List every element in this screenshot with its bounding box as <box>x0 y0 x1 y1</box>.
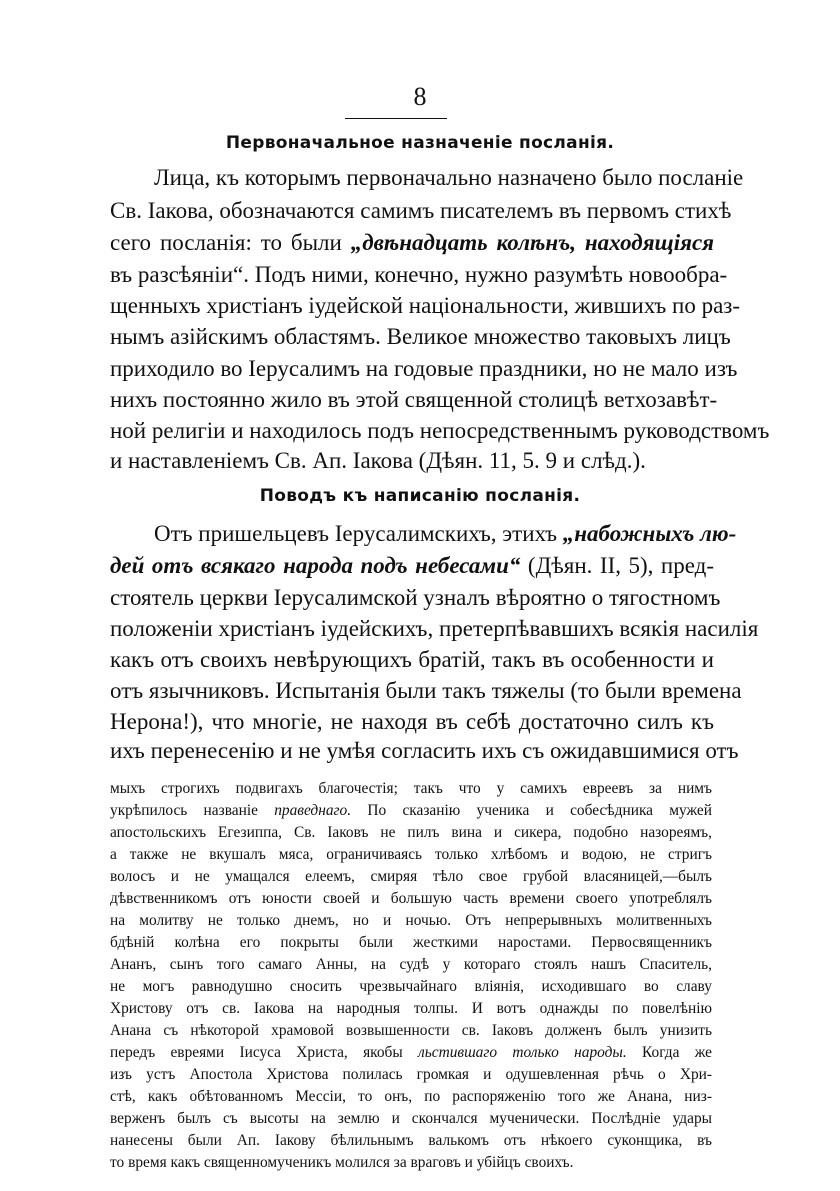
section-heading-occasion: Поводъ къ написанію посланія. <box>259 486 581 506</box>
body-line <box>110 551 714 581</box>
body-line: щенныхъ христіанъ іудейской національности, жившихъ по раз- <box>110 293 741 318</box>
italic-quote: дей отъ всякаго народа подъ небесами“ <box>110 553 521 578</box>
body-line: отъ язычниковъ. Испытанія были такъ тяжелы (то были времена <box>110 678 742 703</box>
footnote-line: нанесены были Ап. Іакову бѣлильнымъ валькомъ отъ нѣкоего суконщика, въ <box>110 1132 712 1149</box>
footnote-line: верженъ былъ съ высоты на землю и скончался мученически. Послѣдніе удары <box>110 1110 712 1127</box>
body-line: положеніи христіанъ іудейскихъ, претерпѣвавшихъ всякія насилія <box>110 616 759 641</box>
italic-quote: „двѣнадцать колѣнъ, находящіяся <box>350 230 714 255</box>
body-text: сего посланія: то были <box>110 230 342 255</box>
footnote-line <box>110 1042 712 1064</box>
footnote-line: Анана съ нѣкоторой храмовой возвышенности св. Іаковъ долженъ былъ унизить <box>110 1022 712 1039</box>
footnote-line: то время какъ священномученикъ молился за враговъ и убійцъ своихъ. <box>110 1154 574 1171</box>
body-line: ихъ перенесенію и не умѣя согласить ихъ съ ожидавшимися отъ <box>110 738 739 763</box>
footnote-italic: льстившаго только народы. <box>418 1044 627 1061</box>
footnote-italic: праведнаго. <box>274 802 352 819</box>
body-line: Нерона!), что многіе, не находя въ себѣ достаточно силъ къ <box>110 709 714 734</box>
body-line: Св. Іакова, обозначаются самимъ писателемъ въ первомъ стихѣ <box>110 198 732 223</box>
footnote-text: По сказанію ученика и собесѣдника мужей <box>367 802 712 819</box>
footnote-line: не могъ равнодушно сносить чрезвычайнаго вліянія, исходившаго во славу <box>110 978 712 995</box>
footnote-text: передъ евреями Іисуса Христа, якобы <box>110 1044 403 1061</box>
body-line: нымъ азійскимъ областямъ. Великое множество таковыхъ лицъ <box>110 324 731 349</box>
footnote-text: укрѣпилось названіе <box>110 802 258 819</box>
body-line: Лица, къ которымъ первоначально назначено было посланіе <box>154 165 744 190</box>
footnote-line: дѣвственникомъ отъ юности своей и большую часть времени своего употреблялъ <box>110 890 712 907</box>
body-line <box>154 519 737 549</box>
footnote-line: изъ устъ Апостола Христова полилась громкая и одушевленная рѣчь о Хри- <box>110 1066 712 1083</box>
footnote-line: апостольскихъ Егезиппа, Св. Іаковъ не пилъ вина и сикера, подобно назореямъ, <box>110 824 712 841</box>
footnote-line: Ананъ, сынъ того самаго Анны, на судѣ у котораго стоялъ нашъ Спаситель, <box>110 956 712 973</box>
body-line: приходило во Іерусалимъ на годовые праздники, но не мало изъ <box>110 356 738 381</box>
body-text: (Дѣян. II, 5), пред- <box>527 553 714 578</box>
section-heading-purpose: Первоначальное назначеніе посланія. <box>225 133 615 153</box>
body-line: какъ отъ своихъ невѣрующихъ братій, такъ въ особенности и <box>110 647 714 672</box>
body-line: ной религіи и находилось подъ непосредственнымъ руководствомъ <box>110 418 770 443</box>
body-line: въ разсѣяніи“. Подъ ними, конечно, нужно разумѣть новообра- <box>110 262 728 287</box>
body-line <box>110 228 714 258</box>
page-number: 8 <box>413 82 427 111</box>
header-rule <box>345 118 447 119</box>
body-line: стоятель церкви Іерусалимской узналъ вѣроятно о тягостномъ <box>110 585 721 610</box>
footnote-line: мыхъ строгихъ подвигахъ благочестія; такъ что у самихъ евреевъ за нимъ <box>110 780 712 797</box>
body-text: Отъ пришельцевъ Іерусалимскихъ, этихъ <box>154 521 558 546</box>
footnote-line: стѣ, какъ обѣтованномъ Мессіи, то онъ, по распоряженію того же Анана, низ- <box>110 1088 712 1105</box>
body-line: нихъ постоянно жило въ этой священной столицѣ ветхозавѣт- <box>110 387 718 412</box>
footnote-line: бдѣній колѣна его покрыты были жесткими наростами. Первосвященникъ <box>110 934 712 951</box>
footnote-line <box>110 800 712 822</box>
footnote-line: на молитву не только днемъ, но и ночью. Отъ непрерывныхъ молитвенныхъ <box>110 912 712 929</box>
footnote-line: а также не вкушалъ мяса, ограничиваясь только хлѣбомъ и водою, не стригъ <box>110 846 712 863</box>
footnote-line: Христову отъ св. Іакова на народныя толпы. И вотъ однажды по повелѣнію <box>110 1000 712 1017</box>
italic-quote: „набожныхъ лю- <box>562 521 737 546</box>
footnote-text: Когда же <box>642 1044 712 1061</box>
body-line: и наставленіемъ Св. Ап. Іакова (Дѣян. 11, 5. 9 и слѣд.). <box>110 448 646 473</box>
footnote-line: волосъ и не умащался елеемъ, смиряя тѣло свое грубой власяницей,—былъ <box>110 868 712 885</box>
